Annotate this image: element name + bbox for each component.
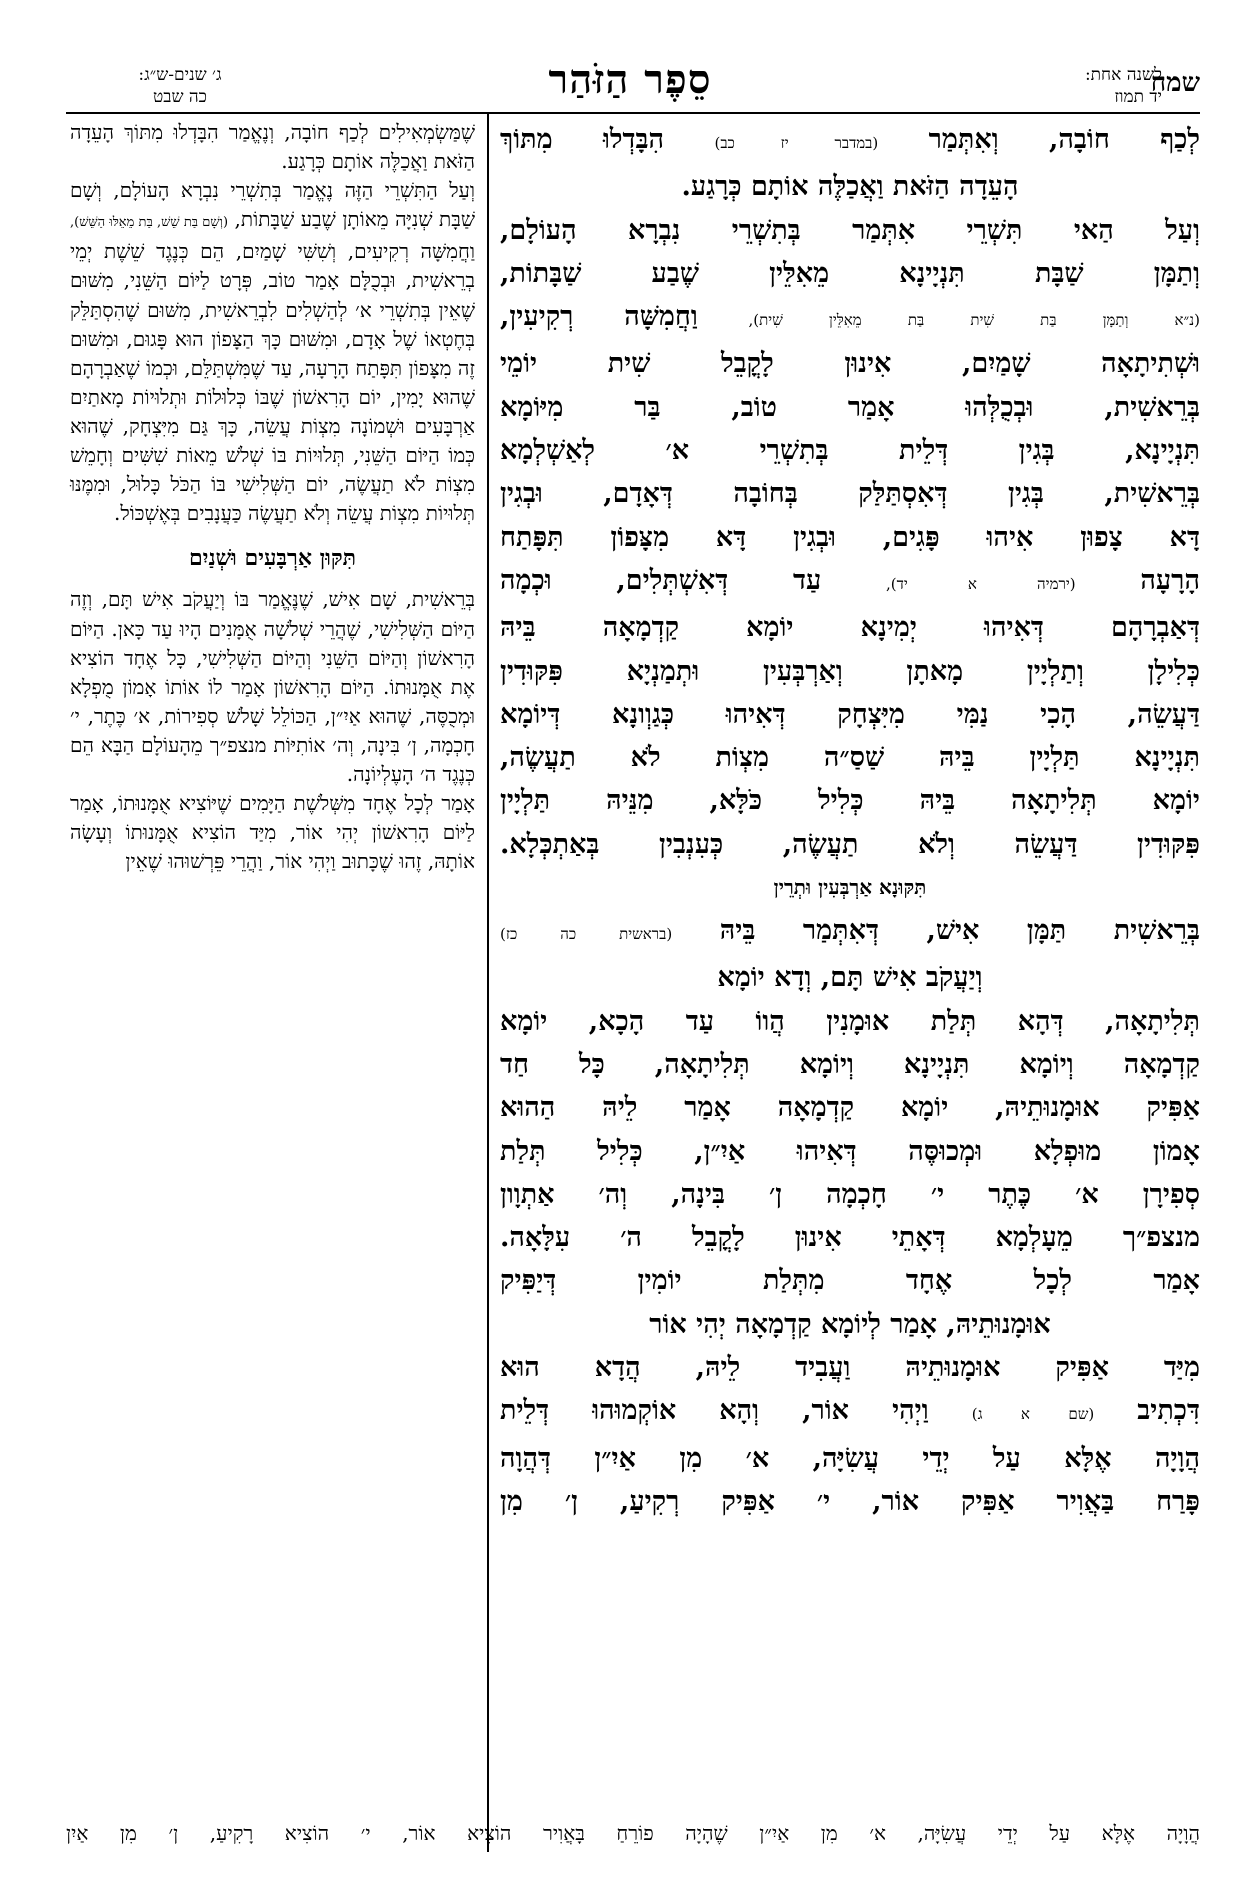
schedule-three-years: [70, 64, 290, 108]
main-line: אָמַר לְכָל אֶחָד מִתְּלַת יוֹמִין דְּיַפִּיק: [500, 1265, 1200, 1297]
schedule-three-years-date: כה שבט: [153, 87, 207, 107]
main-line: אַפִּיק אוּמָנוּתֵיהּ, יוֹמָא קַדְמָאָה אָמַר לֵיהּ הַהוּא: [500, 1092, 1200, 1124]
main-line: קַדְמָאָה וְיוֹמָא תִּנְיָינָא וְיוֹמָא תְּלִיתָאָה, כָּל חַד: [500, 1048, 1200, 1080]
translation-paragraph: וְעַל הַתִּשְׁרֵי הַזֶּה נֶאֱמַר בְּתִשְׁרֵי נִבְרָא הָעוֹלָם, וְשָׁם שַׁבָּת שְׁנִיָּה מֵאוֹתָן שֶׁבַע שַׁבָּתוֹת, (וְשָׁם בַּת שֵׁשׁ, בַּת מֵאֵלּוּ הַשֵּׁשׁ), וַחֲמִשָּׁה רְקִיעִים, וְשִׁשִּׁי שָׁמַיִם, הֵם כְּנֶגֶד שֵׁשֶׁת יְמֵי בְרֵאשִׁית, וּבְכֻלָּם אָמַר טוֹב, פְּרָט לַיּוֹם הַשֵּׁנִי, מִשּׁוּם שֶׁאֵין בְּתִשְׁרֵי א׳ לְהַשְׁלִים לִבְרֵאשִׁית, מִשּׁוּם שֶׁהִסְתַּלֵּק בְּחֶטְאוֹ שֶׁל אָדָם, וּמִשּׁוּם כָּךְ הַצָּפוֹן הוּא פָּגוּם, וּמִשּׁוּם זֶה מִצָּפוֹן תִּפָּתַח הָרָעָה, עַד שֶׁמִּשְׁתַּלֵּם, וּכְמוֹ שֶׁאַבְרָהָם שֶׁהוּא יָמִין, יוֹם הָרִאשׁוֹן שֶׁבּוֹ כְּלוּלוֹת וּתְלוּיוֹת מָאתַיִם אַרְבָּעִים וּשְׁמוֹנָה מִצְוֹת עֲשֵׂה, כָּךְ גַּם מִיִּצְחָק, שֶׁהוּא כְּמוֹ הַיּוֹם הַשֵּׁנִי, תְּלוּיוֹת בּוֹ שְׁלֹשׁ מֵאוֹת שִׁשִּׁים וְחָמֵשׁ מִצְוֹת לֹא תַעֲשֶׂה, יוֹם הַשְּׁלִישִׁי בּוֹ הַכֹּל כָּלוּל, וּמִמֶּנּוּ תְּלוּיוֹת מִצְוֹת עֲשֵׂה וְלֹא תַעֲשֶׂה כַּעֲנָבִים בְּאֶשְׁכּוֹל.: [70, 178, 475, 526]
translation-paragraph: אָמַר לְכָל אֶחָד מִשְּׁלֹשֶׁת הַיָּמִים שֶׁיּוֹצִיא אֻמָּנוּתוֹ, אָמַר לַיּוֹם הָרִאשׁוֹן יְהִי אוֹר, מִיַּד הוֹצִיא אֻמָּנוּתוֹ וְעָשָׂה אוֹתָהּ, זֶהוּ שֶׁכָּתוּב וַיְהִי אוֹר, וַהֲרֵי פֵּרְשׁוּהוּ שֶׁאֵין: [70, 791, 475, 874]
main-column: [500, 118, 1200, 1523]
main-line: אָמוֹן מוּפְלָא וּמְכוּסֶּה דְּאִיהוּ אַיִ״ן, כְּלִיל תְּלַת: [500, 1135, 1200, 1167]
main-line: בְּרֵאשִׁית תַּמָּן אִישׁ, דְּאִתְּמַר בֵּיהּ (בראשית כה כז): [500, 915, 1201, 947]
main-line: פָּרַח בַּאֲוִיר אַפִּיק אוֹר, י׳ אַפִּיק רְקִיעַ, ן׳ מִן: [500, 1485, 1200, 1517]
schedule-three-years-label: ג׳ שנים-ש״ג:: [138, 65, 222, 85]
main-line: וּשְׁתִיתָאָה שָׁמַיִם, אִינוּן לָקֳבֵל שִׁית יוֹמֵי: [500, 348, 1200, 380]
main-line: תִּנְיָינָא, בְּגִין דְּלֵית בְּתִשְׁרֵי א׳ לְאַשְׁלְמָא: [500, 435, 1200, 467]
main-line: יוֹמָא תְּלִיתָאָה בֵּיהּ כְּלִיל כֹּלָּא, מִנֵּיהּ תַּלְיָין: [500, 785, 1200, 817]
schedule-one-year-label: לשנה אחת:: [1084, 65, 1162, 85]
main-line: אוּמָנוּתֵיהּ, אָמַר לְיוֹמָא קַדְמָאָה יְהִי אוֹר: [649, 1308, 1051, 1340]
main-line: הָרָעָה (ירמיה א יד), עַד דְּאִשְׁתְּלִים, וּכְמָה: [500, 564, 1200, 596]
main-line: דָּא צָפוּן אִיהוּ פָּגִים, וּבְגִין דָּא מִצָּפוֹן תִּפָּתַח: [500, 521, 1200, 553]
page-title: סֵפֶר הַזֹּהַר: [548, 56, 712, 103]
header-divider: [66, 112, 1200, 114]
parasha-label: שמח: [1150, 68, 1200, 98]
main-line: וְתַמָּן שַׁבָּת תִּנְיָינָא מֵאִלֵּין שֶׁבַע שַׁבָּתוֹת,: [500, 257, 1200, 289]
section-title: תִּקּוּנָא אַרְבְּעִין וּתְרֵין: [773, 875, 927, 900]
main-line: תִּנְיָינָא תַּלְיָין בֵּיהּ שַׁסַ״ה מִצְוֹת לֹא תַעֲשֶׂה,: [500, 742, 1200, 774]
main-line: כְּלִילָן וְתַלְיָין מָאתָן וְאַרְבְּעִין וּתְמַנְיָא פִּקּוּדִין: [500, 655, 1200, 687]
schedule-one-year: [962, 64, 1162, 108]
schedule-one-year-date: יד תמוז: [1114, 87, 1162, 107]
main-line: תְּלִיתָאָה, דְּהָא תְּלַת אוּמָנִין הֲווֹ עַד הָכָא, יוֹמָא: [500, 1005, 1200, 1037]
main-line: סְפִירָן א׳ כֶּתֶר י׳ חָכְמָה ן׳ בִּינָה, וְה׳ אַתְוָון: [500, 1178, 1200, 1210]
main-line: דְּאַבְרָהָם דְּאִיהוּ יְמִינָא יוֹמָא קַדְמָאָה בֵּיהּ: [500, 612, 1200, 644]
main-line: וְיַעֲקֹב אִישׁ תָּם, וְדָא יוֹמָא: [717, 962, 983, 994]
translation-paragraph: בְּרֵאשִׁית, שָׁם אִישׁ, שֶׁנֶּאֱמַר בּוֹ וְיַעֲקֹב אִישׁ תָּם, וְזֶה הַיּוֹם הַשְּׁלִישִׁי, שֶׁהֲרֵי שְׁלֹשָׁה אֻמָּנִים הָיוּ עַד כָּאן. הַיּוֹם הָרִאשׁוֹן וְהַיּוֹם הַשֵּׁנִי וְהַיּוֹם הַשְּׁלִישִׁי, כָּל אֶחָד הוֹצִיא אֶת אֻמָּנוּתוֹ. הַיּוֹם הָרִאשׁוֹן אָמַר לוֹ אוֹתוֹ אָמוֹן מֻפְלָא וּמְכֻסֶּה, שֶׁהוּא אַיִ״ן, הַכּוֹלֵל שָׁלֹשׁ סְפִירוֹת, א׳ כֶּתֶר, י׳ חָכְמָה, ן׳ בִּינָה, וְה׳ אוֹתִיּוֹת מנצפ״ך מֵהָעוֹלָם הַבָּא הֵם כְּנֶגֶד ה׳ הָעֶלְיוֹנָה.: [70, 587, 475, 786]
main-line: מנצפ״ך מֵעָלְמָא דְּאָתֵי אִינוּן לָקֳבֵל ה׳ עִלָּאָה.: [500, 1222, 1200, 1254]
main-line: הֲוָיָה אֶלָּא עַל יְדֵי עֲשִׂיָּה, א׳ מִן אַיִ״ן דְּהֲוָה: [500, 1442, 1200, 1474]
main-line: (נ״א וְתַמָּן בַּת שִׁית בַּת מֵאִלֵּין שִׁית), וַחֲמִשָּׁה רְקִיעִין,: [500, 301, 1200, 333]
main-line: דִּכְתִיב (שם א ג) וַיְהִי אוֹר, וְהָא אוֹקְמוּהוּ דְּלֵית: [500, 1395, 1200, 1427]
translation-column: [70, 118, 475, 876]
main-line: וְעַל הַאי תִּשְׁרֵי אִתְּמַר בְּתִשְׁרֵי נִבְרָא הָעוֹלָם,: [500, 214, 1200, 246]
footer-line: הֲוָיָה אֶלָּא עַל יְדֵי עֲשִׂיָּה, א׳ מִן אַיִ״ן שֶׁהָיָה פוֹרֵחַ בָּאֲוִיר הוֹצִיא אוֹר, י׳ הוֹצִיא רָקִיעַ, ן׳ מִן אַיִן: [66, 1821, 1200, 1845]
main-line: פִּקּוּדִין דַּעֲשֵׂה וְלֹא תַעֲשֶׂה, כְּעִנְבִין בְּאַתְכְּלָא.: [500, 828, 1200, 860]
translation-paragraph: שֶׁמַּשְׂמְאִילִים לְכַף חוֹבָה, וְנֶאֱמַר הִבָּדְלוּ מִתּוֹךְ הָעֵדָה הַזֹּאת וַאֲכַלֶּה אוֹתָם כְּרָגַע.: [70, 120, 475, 174]
main-line: בְּרֵאשִׁית, וּבְכֻלְּהוּ אָמַר טוֹב, בַּר מִיּוֹמָא: [500, 391, 1200, 423]
main-line: הָעֵדָה הַזֹּאת וַאֲכַלֶּה אוֹתָם כְּרָגַע.: [681, 171, 1019, 203]
main-line: דַּעֲשֵׂה, הָכִי נַמִּי מִיִּצְחָק דְּאִיהוּ כְּגַוְונָא דְּיוֹמָא: [500, 698, 1200, 730]
column-divider: [487, 114, 489, 1852]
main-line: מִיַּד אַפִּיק אוּמָנוּתֵיהּ וַעֲבִיד לֵיהּ, הֲדָא הוּא: [500, 1352, 1200, 1384]
main-line: בְּרֵאשִׁית, בְּגִין דְּאִסְתַּלַּק בְּחוֹבָה דְּאָדָם, וּבְגִין: [500, 478, 1200, 510]
translation-section-title: תִּקּוּן אַרְבָּעִים וּשְׁנַיִם: [188, 545, 357, 572]
main-line: לְכַף חוֹבָה, וְאִתְּמַר (במדבר יז כב) הִבָּדְלוּ מִתּוֹךְ: [500, 124, 1201, 155]
